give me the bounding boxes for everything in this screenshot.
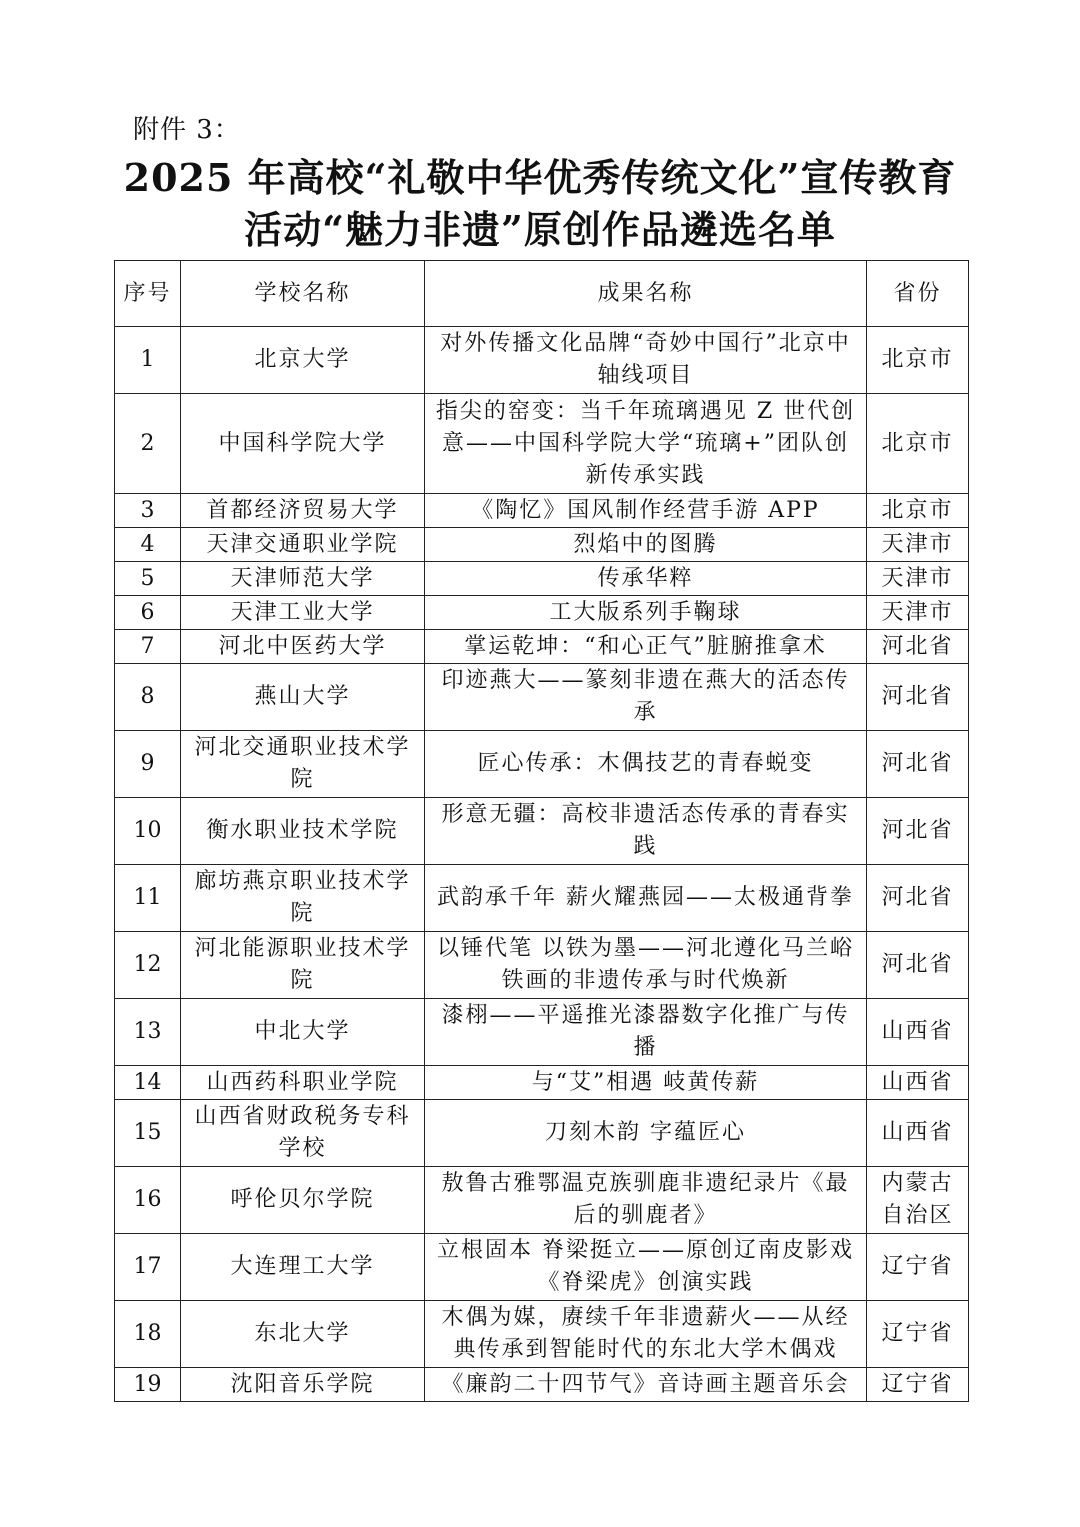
row-result: 漆栩——平遥推光漆器数字化推广与传播 bbox=[425, 999, 867, 1066]
row-school: 首都经济贸易大学 bbox=[181, 494, 425, 528]
row-school: 衡水职业技术学院 bbox=[181, 798, 425, 865]
table-row bbox=[115, 1234, 969, 1301]
row-school: 中北大学 bbox=[181, 999, 425, 1066]
row-number: 5 bbox=[115, 562, 181, 596]
row-result: 形意无疆：高校非遗活态传承的青春实践 bbox=[425, 798, 867, 865]
row-result: 对外传播文化品牌“奇妙中国行”北京中轴线项目 bbox=[425, 327, 867, 394]
row-number: 10 bbox=[115, 798, 181, 865]
row-number: 4 bbox=[115, 528, 181, 562]
row-province: 内蒙古自治区 bbox=[867, 1167, 969, 1234]
row-province: 河北省 bbox=[867, 798, 969, 865]
row-result: 工大版系列手鞠球 bbox=[425, 596, 867, 630]
row-number: 3 bbox=[115, 494, 181, 528]
row-province: 北京市 bbox=[867, 494, 969, 528]
row-number: 19 bbox=[115, 1368, 181, 1402]
row-province: 天津市 bbox=[867, 562, 969, 596]
row-school: 河北中医药大学 bbox=[181, 630, 425, 664]
row-province: 天津市 bbox=[867, 596, 969, 630]
row-province: 河北省 bbox=[867, 731, 969, 798]
row-school: 河北能源职业技术学院 bbox=[181, 932, 425, 999]
row-result: 传承华粹 bbox=[425, 562, 867, 596]
row-result: 刀刻木韵 字蕴匠心 bbox=[425, 1100, 867, 1167]
table-row bbox=[115, 731, 969, 798]
row-province: 北京市 bbox=[867, 394, 969, 494]
table-row bbox=[115, 1066, 969, 1100]
table-row bbox=[115, 596, 969, 630]
row-number: 13 bbox=[115, 999, 181, 1066]
table-row bbox=[115, 999, 969, 1066]
table-row bbox=[115, 494, 969, 528]
attachment-label: 附件 3： bbox=[133, 115, 241, 145]
row-school: 燕山大学 bbox=[181, 664, 425, 731]
table-row bbox=[115, 1100, 969, 1167]
row-number: 2 bbox=[115, 394, 181, 494]
row-result: 《陶忆》国风制作经营手游 APP bbox=[425, 494, 867, 528]
row-province: 山西省 bbox=[867, 1100, 969, 1167]
row-school: 天津工业大学 bbox=[181, 596, 425, 630]
row-school: 天津师范大学 bbox=[181, 562, 425, 596]
row-number: 11 bbox=[115, 865, 181, 932]
row-province: 山西省 bbox=[867, 1066, 969, 1100]
row-number: 1 bbox=[115, 327, 181, 394]
table-row bbox=[115, 394, 969, 494]
row-province: 河北省 bbox=[867, 865, 969, 932]
row-school: 北京大学 bbox=[181, 327, 425, 394]
table-row bbox=[115, 798, 969, 865]
row-result: 指尖的窑变：当千年琉璃遇见 Z 世代创意——中国科学院大学“琉璃+”团队创新传承实践 bbox=[425, 394, 867, 494]
row-number: 17 bbox=[115, 1234, 181, 1301]
table-row bbox=[115, 327, 969, 394]
row-number: 6 bbox=[115, 596, 181, 630]
row-province: 辽宁省 bbox=[867, 1368, 969, 1402]
row-number: 18 bbox=[115, 1301, 181, 1368]
row-number: 7 bbox=[115, 630, 181, 664]
row-result: 印迹燕大——篆刻非遗在燕大的活态传承 bbox=[425, 664, 867, 731]
row-result: 立根固本 脊梁挺立——原创辽南皮影戏《脊梁虎》创演实践 bbox=[425, 1234, 867, 1301]
row-result: 武韵承千年 薪火耀燕园——太极通背拳 bbox=[425, 865, 867, 932]
table-row bbox=[115, 932, 969, 999]
table-row bbox=[115, 1301, 969, 1368]
header-province: 省份 bbox=[867, 261, 969, 327]
header-number: 序号 bbox=[115, 261, 181, 327]
row-school: 山西省财政税务专科学校 bbox=[181, 1100, 425, 1167]
row-number: 14 bbox=[115, 1066, 181, 1100]
header-result: 成果名称 bbox=[425, 261, 867, 327]
row-school: 天津交通职业学院 bbox=[181, 528, 425, 562]
table-row bbox=[115, 865, 969, 932]
table-row bbox=[115, 562, 969, 596]
row-result: 敖鲁古雅鄂温克族驯鹿非遗纪录片《最后的驯鹿者》 bbox=[425, 1167, 867, 1234]
row-province: 天津市 bbox=[867, 528, 969, 562]
table-row bbox=[115, 630, 969, 664]
row-result: 与“艾”相遇 岐黄传薪 bbox=[425, 1066, 867, 1100]
row-school: 沈阳音乐学院 bbox=[181, 1368, 425, 1402]
row-province: 辽宁省 bbox=[867, 1234, 969, 1301]
row-result: 木偶为媒，赓续千年非遗薪火——从经典传承到智能时代的东北大学木偶戏 bbox=[425, 1301, 867, 1368]
row-school: 山西药科职业学院 bbox=[181, 1066, 425, 1100]
row-province: 北京市 bbox=[867, 327, 969, 394]
row-result: 《廉韵二十四节气》音诗画主题音乐会 bbox=[425, 1368, 867, 1402]
selection-table bbox=[114, 260, 969, 1402]
table-row bbox=[115, 1167, 969, 1234]
row-number: 9 bbox=[115, 731, 181, 798]
row-province: 山西省 bbox=[867, 999, 969, 1066]
table-row bbox=[115, 1368, 969, 1402]
row-school: 河北交通职业技术学院 bbox=[181, 731, 425, 798]
row-school: 呼伦贝尔学院 bbox=[181, 1167, 425, 1234]
row-province: 河北省 bbox=[867, 630, 969, 664]
row-province: 河北省 bbox=[867, 664, 969, 731]
row-school: 廊坊燕京职业技术学院 bbox=[181, 865, 425, 932]
row-result: 掌运乾坤：“和心正气”脏腑推拿术 bbox=[425, 630, 867, 664]
row-result: 烈焰中的图腾 bbox=[425, 528, 867, 562]
row-result: 匠心传承：木偶技艺的青春蜕变 bbox=[425, 731, 867, 798]
table-row bbox=[115, 664, 969, 731]
row-school: 大连理工大学 bbox=[181, 1234, 425, 1301]
row-number: 12 bbox=[115, 932, 181, 999]
table-header-row bbox=[115, 261, 969, 327]
row-school: 中国科学院大学 bbox=[181, 394, 425, 494]
header-school: 学校名称 bbox=[181, 261, 425, 327]
row-number: 15 bbox=[115, 1100, 181, 1167]
page-title: 2025 年高校“礼敬中华优秀传统文化”宣传教育活动“魅力非遗”原创作品遴选名单 bbox=[123, 155, 957, 252]
row-province: 河北省 bbox=[867, 932, 969, 999]
table-row bbox=[115, 528, 969, 562]
row-province: 辽宁省 bbox=[867, 1301, 969, 1368]
row-result: 以锤代笔 以铁为墨——河北遵化马兰峪铁画的非遗传承与时代焕新 bbox=[425, 932, 867, 999]
row-school: 东北大学 bbox=[181, 1301, 425, 1368]
row-number: 16 bbox=[115, 1167, 181, 1234]
row-number: 8 bbox=[115, 664, 181, 731]
